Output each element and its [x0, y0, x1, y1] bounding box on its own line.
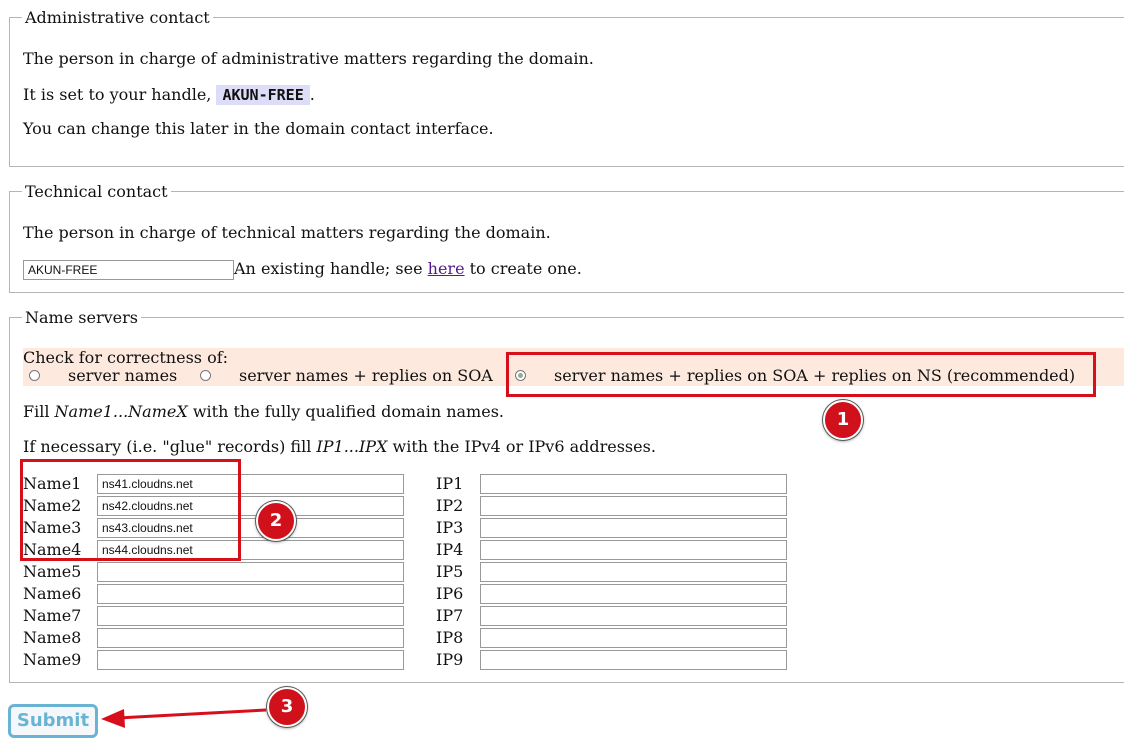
ip-label: IP9 [436, 650, 464, 669]
ip-label: IP6 [436, 584, 464, 603]
create-handle-link[interactable]: here [427, 259, 465, 278]
annotation-badge-1: 1 [823, 400, 863, 440]
ip-label: IP4 [436, 540, 464, 559]
annotation-badge-3: 3 [267, 687, 307, 727]
ip-input[interactable] [480, 518, 787, 538]
ip-input[interactable] [480, 496, 787, 516]
name-label: Name5 [23, 562, 82, 581]
ip-label: IP1 [436, 474, 464, 493]
technical-note-suffix: to create one. [464, 259, 582, 278]
radio-label-server-names-soa: server names + replies on SOA [239, 366, 493, 385]
ip-input[interactable] [480, 474, 787, 494]
admin-handle-badge: AKUN-FREE [216, 85, 309, 105]
glue-instruction [23, 437, 656, 457]
technical-description: The person in charge of technical matters regarding the domain. [23, 223, 551, 242]
technical-note-prefix: An existing handle; see [234, 259, 428, 278]
name-label: Name6 [23, 584, 82, 603]
name-servers-legend: Name servers [22, 308, 141, 328]
technical-contact-fieldset [9, 182, 1124, 293]
glue-emphasis: IP1...IPX [316, 437, 388, 456]
name-input[interactable] [97, 562, 404, 582]
name-input[interactable] [97, 584, 404, 604]
ip-input[interactable] [480, 628, 787, 648]
arrow-shaft [118, 710, 266, 718]
radio-server-names[interactable] [29, 370, 40, 381]
admin-description: The person in charge of administrative matters regarding the domain. [23, 49, 594, 68]
technical-handle-note [234, 259, 582, 279]
fill-suffix: with the fully qualified domain names. [187, 402, 504, 421]
ip-input[interactable] [480, 540, 787, 560]
name-label: Name2 [23, 496, 82, 515]
ip-input[interactable] [480, 562, 787, 582]
admin-change-note: You can change this later in the domain contact interface. [23, 119, 494, 138]
ip-label: IP2 [436, 496, 464, 515]
name-input[interactable] [97, 606, 404, 626]
ip-input[interactable] [480, 650, 787, 670]
name-input[interactable] [97, 628, 404, 648]
glue-prefix: If necessary (i.e. "glue" records) fill [23, 437, 317, 456]
annotation-badge-2: 2 [256, 501, 296, 541]
ip-label: IP8 [436, 628, 464, 647]
name-label: Name1 [23, 474, 82, 493]
glue-suffix: with the IPv4 or IPv6 addresses. [387, 437, 656, 456]
ip-label: IP7 [436, 606, 464, 625]
name-label: Name4 [23, 540, 82, 559]
arrow-head [101, 709, 125, 728]
administrative-contact-fieldset [9, 8, 1124, 167]
name-label: Name9 [23, 650, 82, 669]
radio-server-names-soa[interactable] [200, 370, 211, 381]
technical-handle-input[interactable] [23, 260, 234, 280]
ip-label: IP5 [436, 562, 464, 581]
name-label: Name7 [23, 606, 82, 625]
technical-contact-legend: Technical contact [22, 182, 171, 202]
fill-prefix: Fill [23, 402, 55, 421]
radio-label-server-names: server names [68, 366, 178, 385]
name-input[interactable] [97, 650, 404, 670]
submit-button[interactable]: Submit [8, 704, 98, 738]
ip-input[interactable] [480, 584, 787, 604]
radio-label-server-names-soa-ns: server names + replies on SOA + replies on NS (recommended) [554, 366, 1076, 385]
name-label: Name8 [23, 628, 82, 647]
check-label: Check for correctness of: [23, 348, 229, 367]
admin-handle-suffix: . [309, 85, 315, 104]
admin-handle-line [23, 85, 315, 105]
fill-names-instruction [23, 402, 504, 422]
ip-input[interactable] [480, 606, 787, 626]
highlight-recommended-option [506, 352, 1096, 397]
highlight-name-inputs [20, 459, 241, 561]
ip-label: IP3 [436, 518, 464, 537]
name-label: Name3 [23, 518, 82, 537]
admin-handle-prefix: It is set to your handle, [23, 85, 217, 104]
fill-emphasis: Name1...NameX [54, 402, 188, 421]
administrative-contact-legend: Administrative contact [22, 8, 213, 28]
